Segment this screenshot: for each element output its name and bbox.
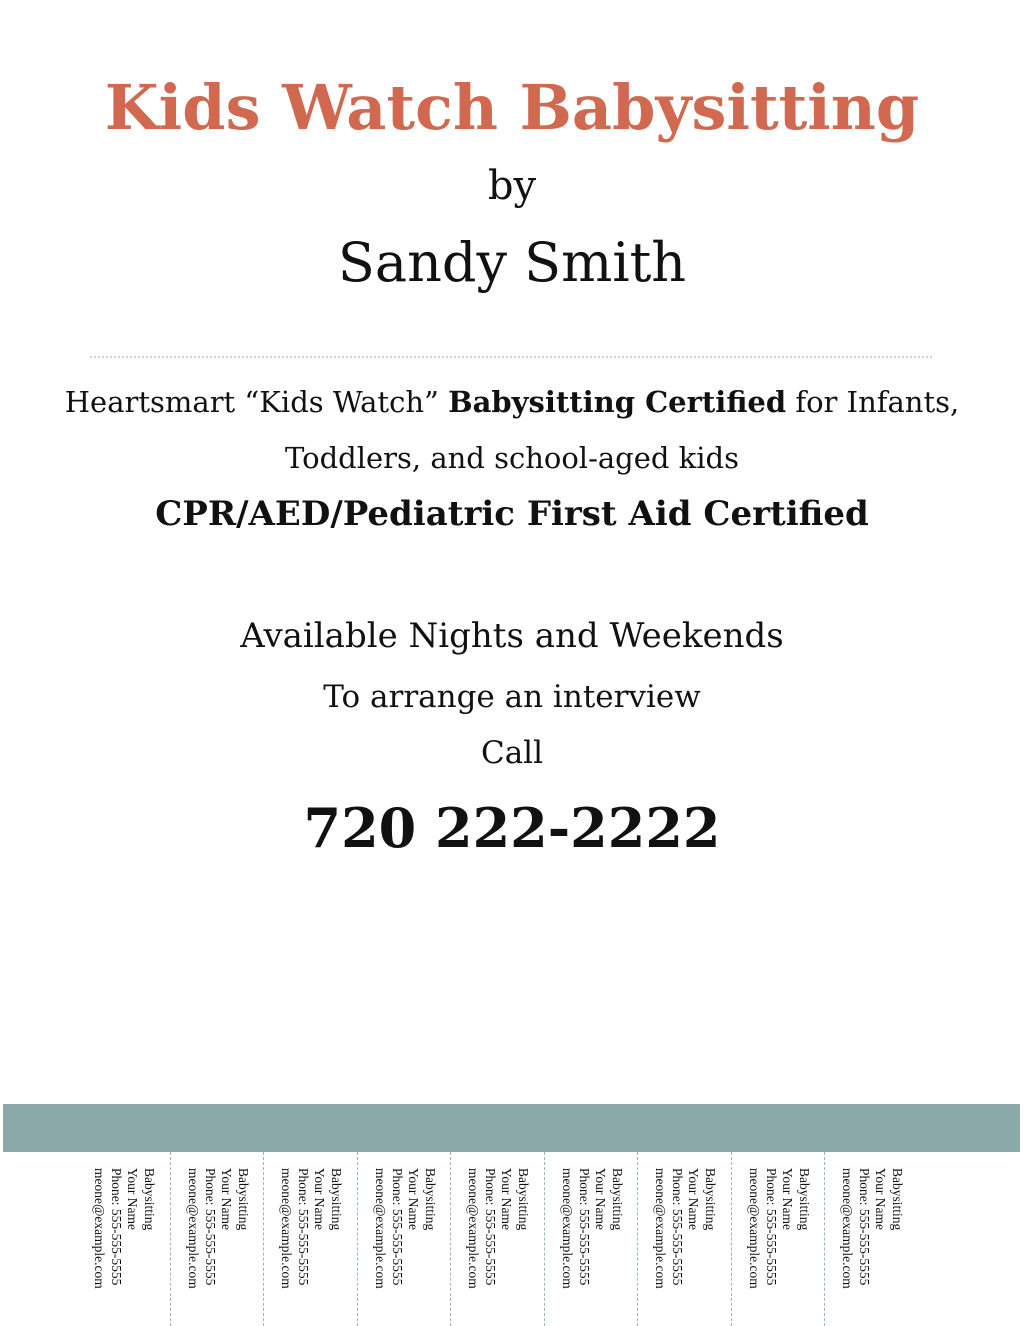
tear-tab-phone: Phone: 555-555-5555 <box>483 1168 498 1286</box>
tear-tab-phone: Phone: 555-555-5555 <box>763 1168 779 1286</box>
tear-tab-phone: Phone: 555-555-5555 <box>202 1168 218 1286</box>
tear-tab[interactable] <box>77 1152 171 1326</box>
tear-tab-text <box>652 1168 718 1289</box>
tear-tab-phone: Phone: 555-555-5555 <box>670 1168 685 1286</box>
tear-tab-text <box>746 1168 812 1289</box>
tear-tab-email: meone@example.com <box>373 1168 388 1289</box>
tear-tab[interactable] <box>264 1152 358 1326</box>
tear-tab-name: Your Name <box>406 1168 421 1231</box>
tear-tab-email: meone@example.com <box>560 1168 575 1289</box>
tear-tab-name: Your Name <box>873 1168 889 1231</box>
tear-tab-phone: Phone: 555-555-5555 <box>389 1168 405 1286</box>
tear-tab-phone: Phone: 555-555-5555 <box>296 1168 311 1286</box>
tear-tab-text <box>465 1168 531 1289</box>
dotted-divider <box>90 356 932 358</box>
tear-tab-email: meone@example.com <box>186 1168 201 1289</box>
tear-tab-email: meone@example.com <box>747 1168 762 1289</box>
accent-band <box>3 1104 1020 1152</box>
tear-tab-email: meone@example.com <box>840 1168 856 1289</box>
tear-tab-text <box>559 1168 625 1289</box>
tear-tab-service: Babysitting <box>516 1168 531 1231</box>
tear-tab-text <box>185 1168 251 1289</box>
certification-statement <box>40 374 984 486</box>
arrange-interview-text: To arrange an interview <box>323 679 701 715</box>
tear-tab-text <box>372 1168 438 1289</box>
tear-tab-email: meone@example.com <box>279 1168 295 1289</box>
tear-tab-service: Babysitting <box>422 1168 438 1231</box>
tear-tab-service: Babysitting <box>142 1168 157 1231</box>
cpr-certification: CPR/AED/Pediatric First Aid Certified <box>155 494 869 534</box>
phone-number: 720 222-2222 <box>303 796 721 860</box>
tear-tab[interactable] <box>825 1152 919 1326</box>
tear-tab-email: meone@example.com <box>92 1168 108 1289</box>
tear-tab-name: Your Name <box>312 1168 328 1231</box>
tear-tab-name: Your Name <box>219 1168 234 1231</box>
tear-tab[interactable] <box>451 1152 545 1326</box>
tear-tab-service: Babysitting <box>609 1168 625 1231</box>
tear-tab-service: Babysitting <box>329 1168 344 1231</box>
tear-tab-text <box>839 1168 905 1289</box>
tear-tab[interactable] <box>732 1152 826 1326</box>
tear-tab-name: Your Name <box>125 1168 141 1231</box>
tear-tab[interactable] <box>638 1152 732 1326</box>
tear-tab-text <box>278 1168 344 1289</box>
flyer-title: Kids Watch Babysitting <box>104 71 920 144</box>
cert-text-pre: Heartsmart “Kids Watch” <box>64 385 449 419</box>
tear-tab-service: Babysitting <box>235 1168 251 1231</box>
tear-tab-phone: Phone: 555-555-5555 <box>109 1168 124 1286</box>
cert-text-post: for Infants, Toddlers, and school-aged kids <box>285 385 960 475</box>
tear-tab-service: Babysitting <box>796 1168 812 1231</box>
tear-tab-phone: Phone: 555-555-5555 <box>857 1168 872 1286</box>
tear-tab[interactable] <box>358 1152 452 1326</box>
tear-tab-service: Babysitting <box>703 1168 718 1231</box>
availability-text: Available Nights and Weekends <box>240 616 784 656</box>
tear-tab-email: meone@example.com <box>466 1168 482 1289</box>
tear-tab-service: Babysitting <box>890 1168 905 1231</box>
tear-tab-phone: Phone: 555-555-5555 <box>576 1168 592 1286</box>
tear-tab-name: Your Name <box>499 1168 515 1231</box>
tear-tab[interactable] <box>171 1152 265 1326</box>
tear-off-tabs <box>77 1152 919 1326</box>
tear-tab-name: Your Name <box>686 1168 702 1231</box>
tear-tab-name: Your Name <box>593 1168 608 1231</box>
byline-by: by <box>487 163 537 209</box>
tear-tab-email: meone@example.com <box>653 1168 669 1289</box>
call-text: Call <box>480 735 544 771</box>
author-name: Sandy Smith <box>337 231 687 294</box>
tear-tab-text <box>91 1168 157 1289</box>
cert-text-bold: Babysitting Certified <box>448 385 787 419</box>
tear-tab-name: Your Name <box>780 1168 795 1231</box>
tear-tab[interactable] <box>545 1152 639 1326</box>
